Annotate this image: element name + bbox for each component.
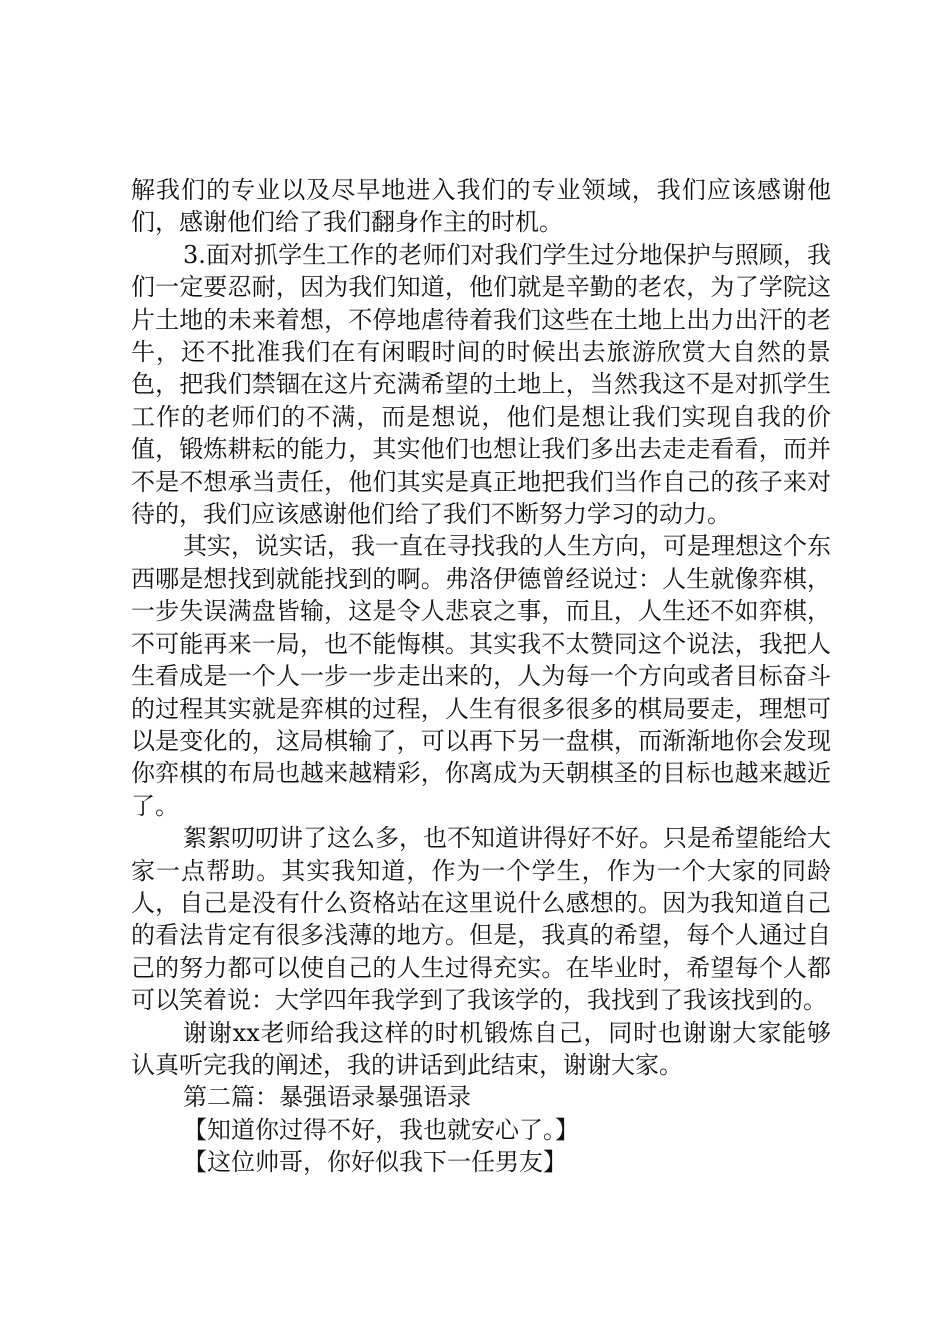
paragraph-life-direction: 其实，说实话，我一直在寻找我的人生方向，可是理想这个东西哪是想找到就能找到的啊。弗洛伊德曾经说过：人生就像弈棋，一步失误满盘皆输，这是令人悲哀之事，而且，人生还不如弈棋，不可能再来一局，也不能悔棋。其实我不太赞同这个说法，我把人生看成是一个人一步一步走出来的，人为每一个方向或者目标奋斗的过程其实就是弈棋的过程，人生有很多很多的棋局要走，理想可以是变化的，这局棋输了，可以再下另一盘棋，而渐渐地你会发现你弈棋的布局也越来越精彩，你离成为天朝棋圣的目标也越来越近了。	[131, 532, 831, 820]
paragraph-closing-thoughts: 絮絮叨叨讲了这么多，也不知道讲得好不好。只是希望能给大家一点帮助。其实我知道，作为一个学生，作为一个大家的同龄人，自己是没有什么资格站在这里说什么感想的。因为我知道自己的看法肯定有很多浅薄的地方。但是，我真的希望，每个人通过自己的努力都可以使自己的人生过得充实。在毕业时，希望每个人都可以笑着说：大学四年我学到了我该学的，我找到了我该找到的。	[131, 824, 831, 1015]
quote-line-1: 【知道你过得不好，我也就安心了。】	[183, 1115, 579, 1144]
paragraph-thanks: 谢谢xx老师给我这样的时机锻炼自己，同时也谢谢大家能够认真听完我的阐述，我的讲话到此结束，谢谢大家。	[131, 1018, 831, 1079]
document-body	[131, 174, 831, 1179]
paragraph-continuation: 解我们的专业以及尽早地进入我们的专业领域，我们应该感谢他们，感谢他们给了我们翻身作主的时机。	[131, 176, 831, 237]
quote-line-2: 【这位帅哥，你好似我下一任男友】	[183, 1148, 567, 1177]
paragraph-point-3: 3.面对抓学生工作的老师们对我们学生过分地保护与照顾，我们一定要忍耐，因为我们知道，他们就是辛勤的老农，为了学院这片土地的未来着想，不停地虐待着我们这些在土地上出力出汗的老牛，还不批准我们在有闲暇时间的时候出去旅游欣赏大自然的景色，把我们禁锢在这片充满希望的土地上，当然我这不是对抓学生工作的老师们的不满，而是想说，他们是想让我们实现自我的价值，锻炼耕耘的能力，其实他们也想让我们多出去走走看看，而并不是不想承当责任，他们其实是真正地把我们当作自己的孩子来对待的，我们应该感谢他们给了我们不断努力学习的动力。	[131, 240, 831, 529]
section-heading-part-two: 第二篇：暴强语录暴强语录	[183, 1083, 471, 1112]
